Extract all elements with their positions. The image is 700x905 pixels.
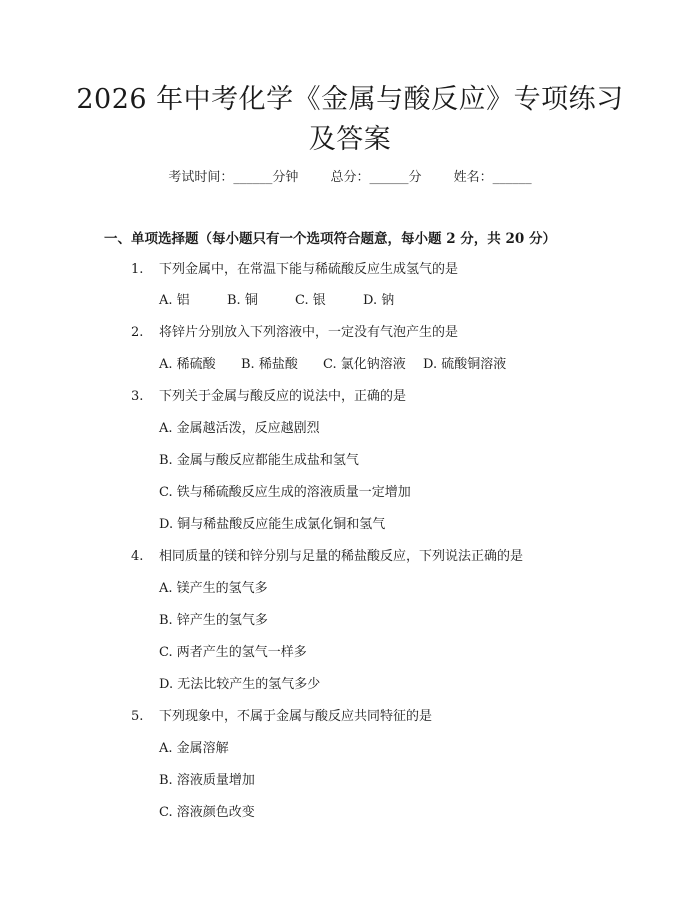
exam-time: 考试时间：______分钟 xyxy=(168,170,299,185)
question-text: 下列现象中，不属于金属与酸反应共同特征的是 xyxy=(159,709,433,724)
option: C. 两者产生的氢气一样多 xyxy=(159,645,307,660)
question-5 xyxy=(131,707,432,727)
question-text: 相同质量的镁和锌分别与足量的稀盐酸反应，下列说法正确的是 xyxy=(159,549,524,564)
document-title xyxy=(60,80,640,160)
exam-meta xyxy=(0,168,700,188)
option: C. 氯化钠溶液 xyxy=(323,357,406,372)
question-1 xyxy=(131,260,458,280)
option: A. 金属越活泼，反应越剧烈 xyxy=(159,421,320,436)
option: A. 铝 xyxy=(159,293,190,308)
option: C. 铁与稀硫酸反应生成的溶液质量一定增加 xyxy=(159,485,411,500)
option: D. 钠 xyxy=(363,293,395,308)
option: A. 稀硫酸 xyxy=(159,357,216,372)
option: B. 溶液质量增加 xyxy=(159,773,255,788)
question-text: 下列金属中，在常温下能与稀硫酸反应生成氢气的是 xyxy=(159,262,459,277)
question-2 xyxy=(131,323,458,343)
question-3 xyxy=(131,387,406,407)
option: A. 镁产生的氢气多 xyxy=(159,581,268,596)
question-1-options xyxy=(159,291,394,311)
student-name: 姓名：______ xyxy=(453,170,532,185)
question-4 xyxy=(131,547,523,567)
question-number: 2. xyxy=(131,325,144,340)
option: C. 溶液颜色改变 xyxy=(159,805,255,820)
question-text: 将锌片分别放入下列溶液中，一定没有气泡产生的是 xyxy=(159,325,459,340)
title-line-1: 2026 年中考化学《金属与酸反应》专项练习 xyxy=(76,84,624,115)
option: D. 铜与稀盐酸反应能生成氯化铜和氢气 xyxy=(159,517,386,532)
exam-score: 总分：______分 xyxy=(330,170,422,185)
option: B. 铜 xyxy=(227,293,258,308)
option: B. 金属与酸反应都能生成盐和氢气 xyxy=(159,453,359,468)
option: D. 无法比较产生的氢气多少 xyxy=(159,677,321,692)
question-text: 下列关于金属与酸反应的说法中，正确的是 xyxy=(159,389,407,404)
question-number: 4. xyxy=(131,549,144,564)
option: B. 锌产生的氢气多 xyxy=(159,613,268,628)
question-2-options xyxy=(159,355,506,375)
section-heading: 一、单项选择题（每小题只有一个选项符合题意，每小题 2 分，共 20 分） xyxy=(104,231,556,247)
option: B. 稀盐酸 xyxy=(241,357,298,372)
question-number: 3. xyxy=(131,389,144,404)
option: D. 硫酸铜溶液 xyxy=(423,357,507,372)
option: C. 银 xyxy=(295,293,326,308)
question-number: 5. xyxy=(131,709,144,724)
option: A. 金属溶解 xyxy=(159,741,229,756)
title-line-2: 及答案 xyxy=(308,124,392,155)
question-number: 1. xyxy=(131,262,144,277)
